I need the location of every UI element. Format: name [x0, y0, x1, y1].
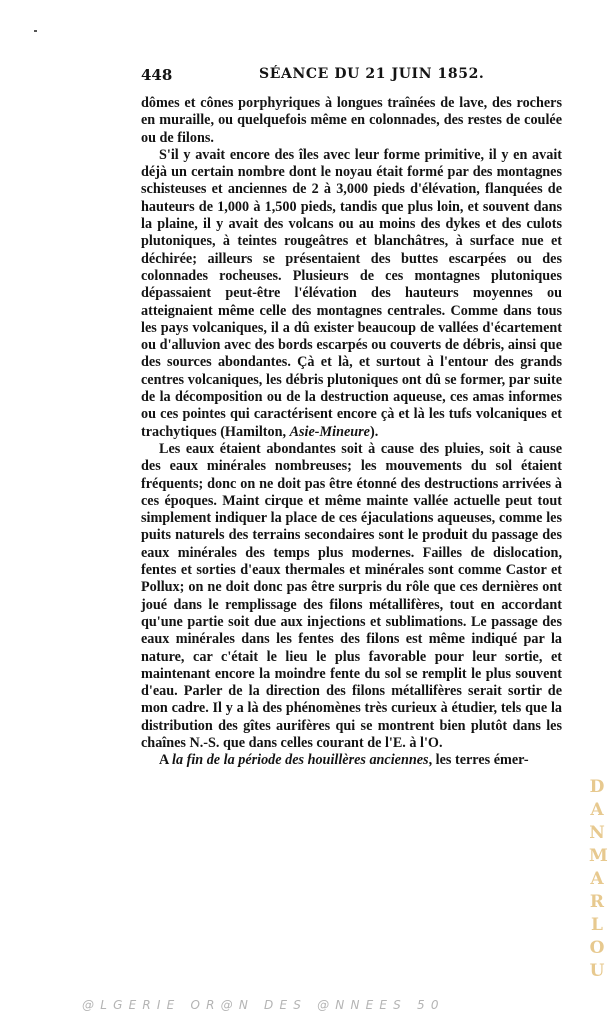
side-watermark [589, 776, 608, 983]
side-watermark-letter: A [590, 800, 604, 820]
bottom-watermark: @LGERIE OR@N DES @NNEES 50 [82, 998, 445, 1012]
side-watermark-letter: N [589, 823, 605, 843]
side-watermark-letter: O [589, 938, 605, 958]
citation-italic: Asie-Mineure [289, 423, 370, 440]
page-number: 448 [141, 66, 173, 84]
side-watermark-letter: R [589, 892, 605, 912]
side-watermark-letter: M [589, 846, 608, 866]
paragraph-2-text: S'il y avait encore des îles avec leur forme primitive, il y en avait déjà un certain nombre dont le noyau était formé par des montagnes schisteuses et anciennes de 2 à 3,000 pieds d'élévation, flanquées de hauteurs de 1,000 à 1,500 pieds, tandis que plus loin, et souvent dans la plaine, il y avait des volcans ou au moins des dykes et des culots plutoniques, à teintes rougeâtres et blanchâtres, à surface nue et déchirée; ailleurs se présentaient des buttes escarpées ou des colonnades rocheuses. Plusieurs de ces montagnes plutoniques dépassaient peut-être l'élévation des hauteurs moyennes ou atteignaient même celle des montagnes centrales. Comme dans tous les pays volcaniques, il a dû exister beaucoup de vallées d'écartement ou d'alluvion avec des bords escarpés ou couverts de débris, ainsi que des sources abondantes. Çà et là, et surtout à l'entour des grands centres volcaniques, les débris plutoniques ont dû se former, par suite de la décomposition ou de la destruction aqueuse, ces amas informes ou ces pointes qui caractérisent encore çà et là les tufs volcaniques et trachytiques (Hamilton, [141, 146, 562, 440]
paragraph-continuation [141, 95, 562, 147]
paragraph-islands [141, 147, 562, 441]
paragraph-3-text: Les eaux étaient abondantes soit à cause des pluies, soit à cause des eaux minérales nombreuses; les mouvements du sol étaient fréquents; donc on ne doit pas être étonné des destructions arrivées à ces époques. Maint cirque et même mainte vallée actuelle peut tout simplement indiquer la place de ces éjaculations aqueuses, comme les puits naturels des terrains secondaires sont le produit du passage des eaux minérales des temps plus modernes. Failles de dislocation, fentes et sorties d'eaux thermales et minérales sont comme Castor et Pollux; on ne doit donc pas être surpris du rôle que ces dernières ont joué dans le remplissage des filons métallifères, tout en accordant qu'une partie soit due aux injections et sublimations. Le passage des eaux minérales dans les fentes des filons est même indiqué par la nature, car c'était le lieu le plus favorable pour leur sortie, et maintenant encore la moindre fente du sol se remplit le plus souvent d'eau. Parler de la direction des filons métallifères serait sortir de mon cadre. Il y a là des phénomènes très curieux à étudier, tels que la distribution des gîtes aurifères qui se montrent bien plutôt dans les chaînes N.-S. que dans celles courant de l'E. à l'O. [141, 440, 562, 751]
final-end: , les terres émer- [428, 752, 529, 769]
scan-edge-mark [34, 30, 37, 32]
final-start: A [159, 752, 169, 769]
body-text [141, 95, 562, 770]
citation-close: ). [369, 423, 379, 440]
side-watermark-letter: L [591, 915, 603, 935]
running-title: SÉANCE DU 21 JUIN 1852. [259, 66, 485, 82]
paragraph-1-text: dômes et cônes porphyriques à longues traînées de lave, des rochers en muraille, ou quelquefois même en colonnades, des restes de coulée ou de filons. [141, 95, 562, 146]
paragraph-waters [141, 441, 562, 752]
running-head [141, 66, 561, 88]
side-watermark-letter: A [590, 869, 604, 889]
side-watermark-letter: U [589, 961, 605, 981]
final-italic: la fin de la période des houillères anciennes [172, 752, 429, 769]
paragraph-final [141, 752, 562, 769]
side-watermark-letter: D [589, 777, 605, 797]
